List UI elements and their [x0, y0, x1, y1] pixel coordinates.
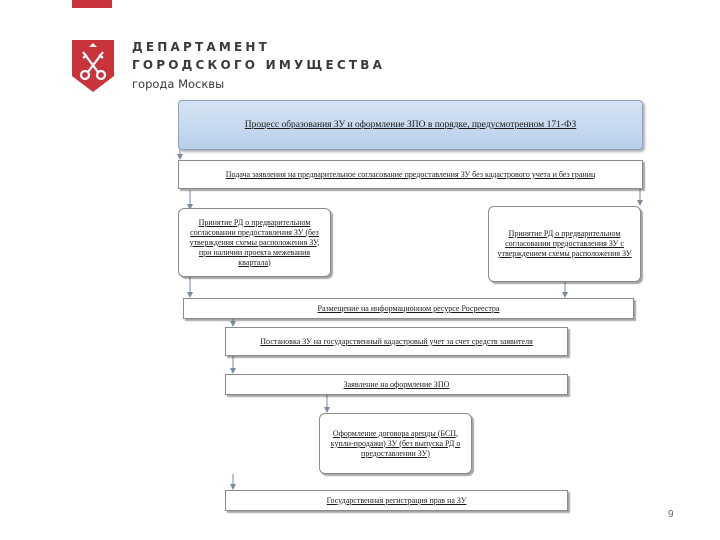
diagram-title-text: Процесс образования ЗУ и оформление ЗПО в порядке, предусмотренном 171-ФЗ — [244, 120, 577, 130]
department-line-2: ГОРОДСКОГО ИМУЩЕСТВА — [132, 58, 386, 72]
page-number: 9 — [668, 509, 674, 520]
step-rosreestr-publication — [183, 298, 634, 319]
step-zpo-application — [225, 374, 568, 395]
step-rights-registration-text: Государственная регистрация прав на ЗУ — [326, 495, 467, 505]
step-application-preapproval — [178, 160, 643, 189]
step-lease-contract-text: Оформление договора аренды (БСП, купли-продажи) ЗУ (без выпуска РД о предоставлении ЗУ) — [330, 428, 461, 458]
step-decision-without-scheme — [178, 208, 331, 277]
step-decision-with-scheme-text: Принятие РД о предварительном согласовании предоставления ЗУ с утверждением схемы расположения ЗУ — [497, 229, 632, 258]
step-zpo-application-text: Заявление на оформление ЗПО — [343, 379, 450, 389]
diagram-title — [178, 100, 643, 150]
step-lease-contract — [319, 413, 472, 474]
step-rosreestr-publication-text: Размещение на информационном ресурсе Росреестра — [317, 303, 500, 313]
step-cadastral-registration-text: Постановка ЗУ на государственный кадастровый учет за счет средств заявителя — [260, 336, 533, 346]
step-rights-registration — [225, 490, 568, 511]
department-line-3: города Москвы — [132, 77, 225, 91]
step-application-preapproval-text: Подача заявления на предварительное согласование предоставления ЗУ без кадастрового учета и без границ — [225, 169, 596, 179]
department-line-1: ДЕПАРТАМЕНТ — [132, 40, 271, 54]
step-cadastral-registration — [225, 327, 568, 356]
step-decision-without-scheme-text: Принятие РД о предварительном согласовании предоставления ЗУ (без утверждения схемы расположения ЗУ, при наличии проекта межевания квартала) — [189, 217, 320, 267]
step-decision-with-scheme — [488, 206, 641, 282]
